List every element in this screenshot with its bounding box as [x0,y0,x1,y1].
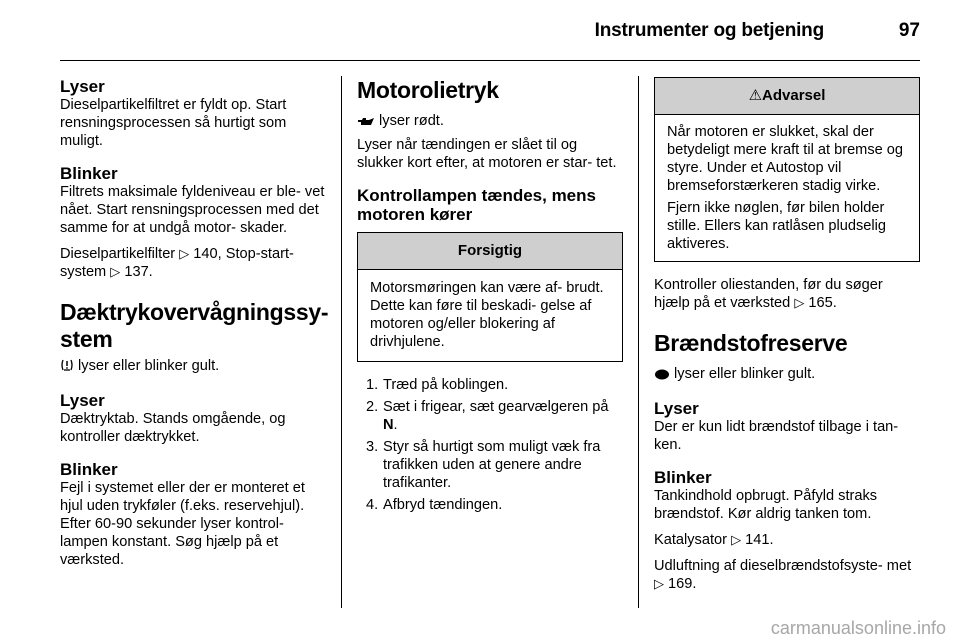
column-2 [357,77,623,518]
page-ref-arrow-icon: ▷ [794,295,805,310]
indicator-line: lyser eller blinker gult. [654,365,920,385]
list-item: 3. Styr så hurtigt som muligt væk fra trafikken uden at genere andre trafikanter. [366,439,601,491]
indicator-line: lyser rødt. [357,112,623,132]
column-1 [60,77,328,569]
paragraph: Der er kun lidt brændstof tilbage i tan- ken. [654,419,899,453]
warning-title: Advarsel [762,87,826,104]
warning-header [655,78,919,115]
column-divider [638,76,639,608]
indicator-line: lyser eller blinker gult. [60,357,328,377]
subheading-blinker: Blinker [654,468,712,487]
page-footer [0,614,960,642]
warning-paragraph: Når motoren er slukket, skal der betydeligt mere kraft til at bremse og styre. Under et Autostop vil bremseforstærkeren stadig virke. [667,124,904,194]
page-ref-arrow-icon: ▷ [179,246,190,261]
column-3 [654,77,920,593]
subheading-lyser: Lyser [654,399,699,418]
subheading-lyser: Lyser [60,391,105,410]
subheading-blinker: Blinker [60,460,118,479]
tire-pressure-warning-icon [60,358,74,377]
warning-triangle-icon: ⚠ [748,87,763,104]
oil-can-icon [357,114,375,132]
subheading-lamp-lights-while-driving: Kontrollampen tændes, mens motoren kører [357,186,596,224]
caution-text: Motorsmøringen kan være af- brudt. Dette kan føre til beskadi- gelse af motoren og/eller blokering af drivhjulene. [370,280,604,350]
caution-box [357,232,623,362]
paragraph: Lyser når tændingen er slået til og slukker kort efter, at motoren er star- tet. [357,137,617,171]
list-item: 1. Træd på koblingen. [366,377,509,393]
chapter-title: Instrumenter og betjening [594,20,824,41]
page-ref-link[interactable]: 140, Stop-start- system [60,246,294,280]
page-ref-link[interactable]: 141. [741,532,774,548]
section-title-fuel-reserve: Brændstofreserve [654,330,848,356]
page-number: 97 [898,20,920,41]
paragraph: Tankindhold opbrugt. Påfyld straks brændstof. Kør aldrig tanken tom. [654,488,878,522]
paragraph: Dieselpartikelfiltret er fyldt op. Start rensningsprocessen så hurtigt som muligt. [60,97,287,149]
warning-box [654,77,920,262]
page-ref-link[interactable]: 137. [120,264,153,280]
header-rule [60,60,920,61]
section-title-tire-pressure: Dæktrykovervågningssy- stem [60,299,329,352]
reference-paragraph: Kontroller oliestanden, før du søger hjælp på et værksted ▷ 165. [654,277,883,311]
subheading-blinker: Blinker [60,164,118,183]
paragraph: Fejl i systemet eller der er monteret et hjul uden trykføler (f.eks. reservehjul). Efter 60-90 sekunder lyser kontrol- lampen konstant. Søg hjælp på et værksted. [60,480,305,568]
page-ref-arrow-icon: ▷ [110,264,121,279]
list-item: 4. Afbryd tændingen. [366,497,503,513]
paragraph: Filtrets maksimale fyldeniveau er ble- vet nået. Start rensningsprocessen med det samme for at undgå motor- skader. [60,184,325,236]
caution-title: Forsigtig [358,233,622,270]
page-ref-arrow-icon: ▷ [654,576,664,591]
page-ref-link[interactable]: 165. [804,295,837,311]
list-item: 2. Sæt i frigear, sæt gearvælgeren på N. [366,399,609,433]
page-ref-arrow-icon: ▷ [731,532,742,547]
reference-paragraph: Katalysator ▷ 141. [654,532,774,548]
subheading-lyser: Lyser [60,77,105,96]
reference-paragraph: Udluftning af dieselbrændstofsyste- met ▷ 169. [654,558,912,592]
section-title-oil-pressure: Motorolietryk [357,77,499,103]
paragraph: Dæktryktab. Stands omgående, og kontroller dæktrykket. [60,411,286,445]
page-ref-link[interactable]: 169. [664,576,697,592]
warning-paragraph: Fjern ikke nøglen, før bilen holder stille. Ellers kan ratlåsen pludselig aktiveres. [667,200,887,252]
column-divider [341,76,342,608]
steps-list [357,376,623,514]
reference-paragraph: Dieselpartikelfilter ▷ 140, Stop-start- system ▷ 137. [60,246,294,280]
fuel-pump-icon [654,367,670,385]
page-header [0,0,960,62]
watermark-link[interactable]: carmanualsonline.info [770,618,946,638]
warning-body [655,115,919,261]
